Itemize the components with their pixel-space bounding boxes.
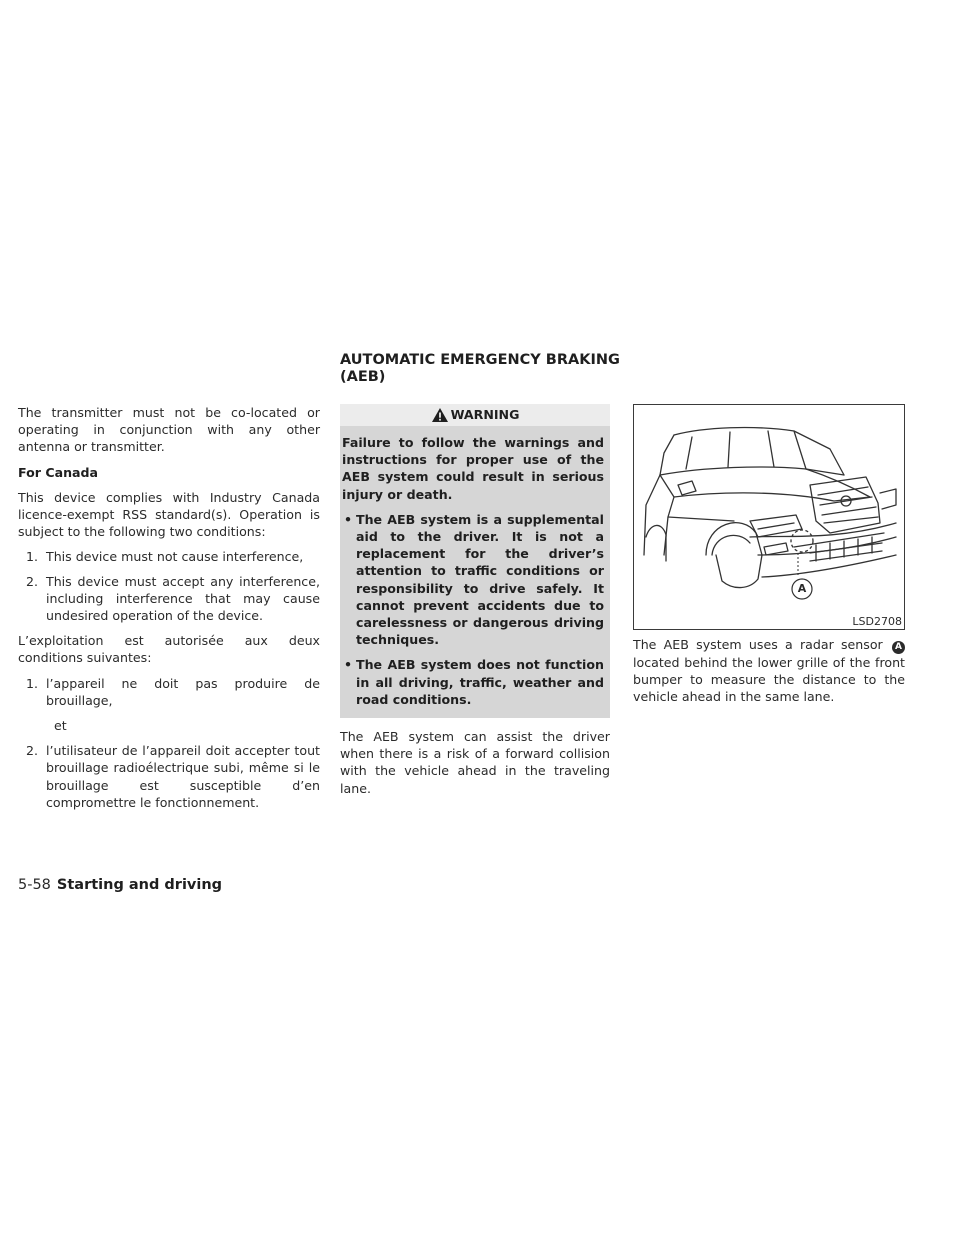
section-title: [340, 352, 660, 386]
conditions-list: [18, 548, 320, 624]
list-item: [18, 742, 320, 811]
radar-sensor-paragraph: [633, 636, 905, 706]
bullet-marker: •: [344, 511, 353, 527]
list-number: 1.: [26, 675, 39, 691]
list-text: This device must not cause interference,: [46, 549, 304, 565]
list-text: l’utilisateur de l’appareil doit accepter tout brouillage radioélectrique subi, même si le brouillage est susceptible d’en compromettre le fonctionnement.: [46, 743, 320, 810]
list-item: [18, 675, 320, 709]
list-item: [18, 548, 320, 565]
warning-bullets: [342, 511, 604, 708]
sensor-marker: A: [892, 641, 905, 654]
figure-code: LSD2708: [852, 615, 902, 628]
callout-label: A: [797, 582, 807, 595]
list-text: l’appareil ne doit pas produire de brouillage,: [46, 675, 320, 708]
section-title-line: AUTOMATIC EMERGENCY BRAKING: [340, 352, 620, 368]
list-text: The AEB system is a supplemental aid to the driver. It is not a replacement for the driver’s attention to traffic conditions or responsibility to drive safely. It cannot prevent accidents due to carelessness or dangerous driving techniques.: [356, 511, 604, 648]
page-footer: [18, 876, 222, 894]
list-number: 2.: [26, 743, 39, 759]
list-item: [18, 573, 320, 625]
radar-text-end: located behind the lower grille of the front bumper to measure the distance to the vehicle ahead in the same lane.: [633, 655, 905, 705]
french-intro-paragraph: L’exploitation est autorisée aux deux conditions suivantes:: [18, 633, 320, 666]
transmitter-paragraph: The transmitter must not be co-located or operating in conjunction with any other antenna or transmitter.: [18, 405, 320, 455]
list-number: 1.: [26, 549, 39, 565]
warning-lead: Failure to follow the warnings and instructions for proper use of the AEB system could result in serious injury or death.: [342, 435, 604, 502]
section-title-line: (AEB): [340, 369, 386, 385]
french-conditions-list: [18, 675, 320, 709]
vehicle-illustration: [633, 404, 905, 630]
warning-icon: [431, 407, 449, 423]
canada-paragraph: This device complies with Industry Canada licence-exempt RSS standard(s). Operation is subject to the following two conditions:: [18, 489, 320, 540]
warning-label: WARNING: [450, 407, 520, 422]
french-conjunction: et: [54, 718, 67, 734]
footer-section-title: Starting and driving: [56, 877, 223, 893]
warning-header: [340, 404, 610, 426]
left-column: [18, 404, 320, 819]
suv-front-icon: [634, 405, 904, 629]
list-number: 2.: [26, 573, 39, 589]
warning-box: [340, 404, 610, 718]
list-text: This device must accept any interference, including interference that may cause undesired operation of the device.: [46, 573, 320, 624]
list-text: The AEB system does not function in all driving, traffic, weather and road conditions.: [356, 657, 604, 707]
warning-body: [340, 426, 610, 718]
french-conditions-list-2: [18, 742, 320, 811]
right-column: [633, 404, 905, 714]
canada-subheading: For Canada: [18, 464, 99, 480]
bullet-marker: •: [344, 657, 353, 673]
list-item: [342, 511, 604, 649]
middle-column: [340, 404, 610, 805]
page-number: 5-58: [18, 877, 51, 893]
list-item: [342, 656, 604, 708]
aeb-assist-paragraph: The AEB system can assist the driver when there is a risk of a forward collision with the vehicle ahead in the traveling lane.: [340, 729, 610, 796]
radar-text-start: The AEB system uses a radar sensor: [633, 637, 883, 652]
